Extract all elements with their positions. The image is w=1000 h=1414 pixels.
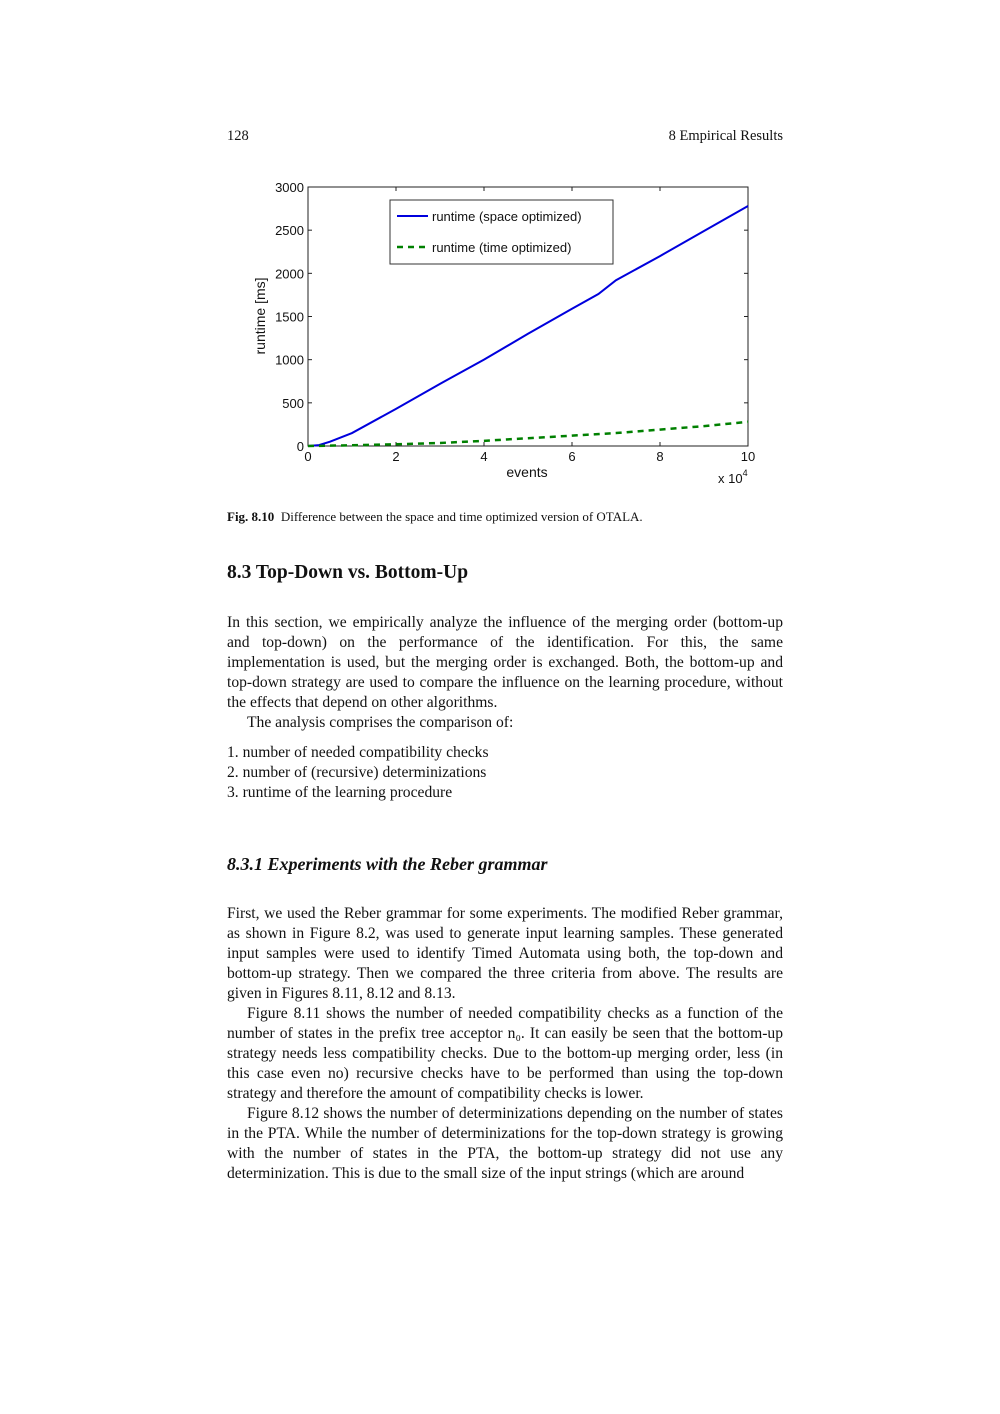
list-item: 2. number of (recursive) determinizations xyxy=(227,764,487,781)
subsection-title: 8.3.1 Experiments with the Reber grammar xyxy=(227,854,548,874)
x-multiplier xyxy=(718,468,748,486)
x-axis-label: events xyxy=(506,464,548,480)
paragraph: The analysis comprises the comparison of: xyxy=(247,714,514,731)
x-tick-label: 2 xyxy=(392,449,400,464)
y-tick-label: 1500 xyxy=(275,309,304,325)
paragraph: In this section, we empirically analyze the influence of the merging order (bottom-up and top-down) on the performance of the identification. For this, the same implementation is used, but the merging order is exchanged. Both, the bottom-up and top-down strategy are used to compare the influence on the learning procedure, without the effects that depend on other algorithms. xyxy=(227,614,783,711)
x-tick-label: 6 xyxy=(568,449,576,464)
x-tick-label: 4 xyxy=(480,449,488,464)
body-text xyxy=(227,904,783,1184)
x-multiplier-exp: 4 xyxy=(742,468,748,478)
y-tick-label: 2500 xyxy=(275,223,304,239)
x-tick-label: 8 xyxy=(656,449,664,464)
caption-text: Difference between the space and time optimized version of OTALA. xyxy=(280,509,643,524)
y-axis-label: runtime [ms] xyxy=(252,277,268,355)
page-number: 128 xyxy=(227,128,249,144)
caption-label: Fig. 8.10 xyxy=(227,509,275,524)
list-item: 3. runtime of the learning procedure xyxy=(227,784,453,801)
x-multiplier-base: x 10 xyxy=(718,471,743,486)
y-tick-label: 500 xyxy=(282,395,304,411)
paragraph: Figure 8.12 shows the number of determinizations depending on the number of states in the PTA. While the number of determinizations for the top-down strategy is growing with the number of states in the PTA, the bottom-up strategy did not use any determinization. This is due to the small size of the input strings (which are around xyxy=(227,1105,783,1182)
section-title: 8.3 Top-Down vs. Bottom-Up xyxy=(227,562,469,583)
x-tick-label: 0 xyxy=(304,449,312,464)
x-tick-label: 10 xyxy=(740,449,756,464)
list-item: 1. number of needed compatibility checks xyxy=(227,744,489,761)
y-tick-label: 0 xyxy=(296,439,304,454)
criteria-list xyxy=(227,743,783,803)
paragraph: Figure 8.11 shows the number of needed compatibility checks as a function of the number of states in the prefix tree acceptor n₀. It can easily be seen that the bottom-up strategy needs less compatibility checks. Due to the bottom-up merging order, less (in this case even no) recursive checks have to be performed than using the top-down strategy and therefore the amount of compatibility checks is lower. xyxy=(227,1005,783,1102)
y-tick-label: 2000 xyxy=(275,266,304,282)
runtime-chart xyxy=(240,170,770,500)
y-tick-label: 3000 xyxy=(275,180,304,195)
legend-label-space: runtime (space optimized) xyxy=(432,209,582,224)
series-line-time-optimized xyxy=(308,422,748,446)
intro-text xyxy=(227,613,783,803)
running-header: 8 Empirical Results xyxy=(668,128,783,144)
paragraph: First, we used the Reber grammar for some experiments. The modified Reber grammar, as shown in Figure 8.2, was used to generate input learning samples. These generated input samples were used to identify Timed Automata using both, the top-down and bottom-up strategy. Then we compared the three criteria from above. The results are given in Figures 8.11, 8.12 and 8.13. xyxy=(227,905,783,1002)
figure-caption xyxy=(227,509,643,525)
y-tick-label: 1000 xyxy=(275,352,304,368)
legend-label-time: runtime (time optimized) xyxy=(432,240,572,255)
